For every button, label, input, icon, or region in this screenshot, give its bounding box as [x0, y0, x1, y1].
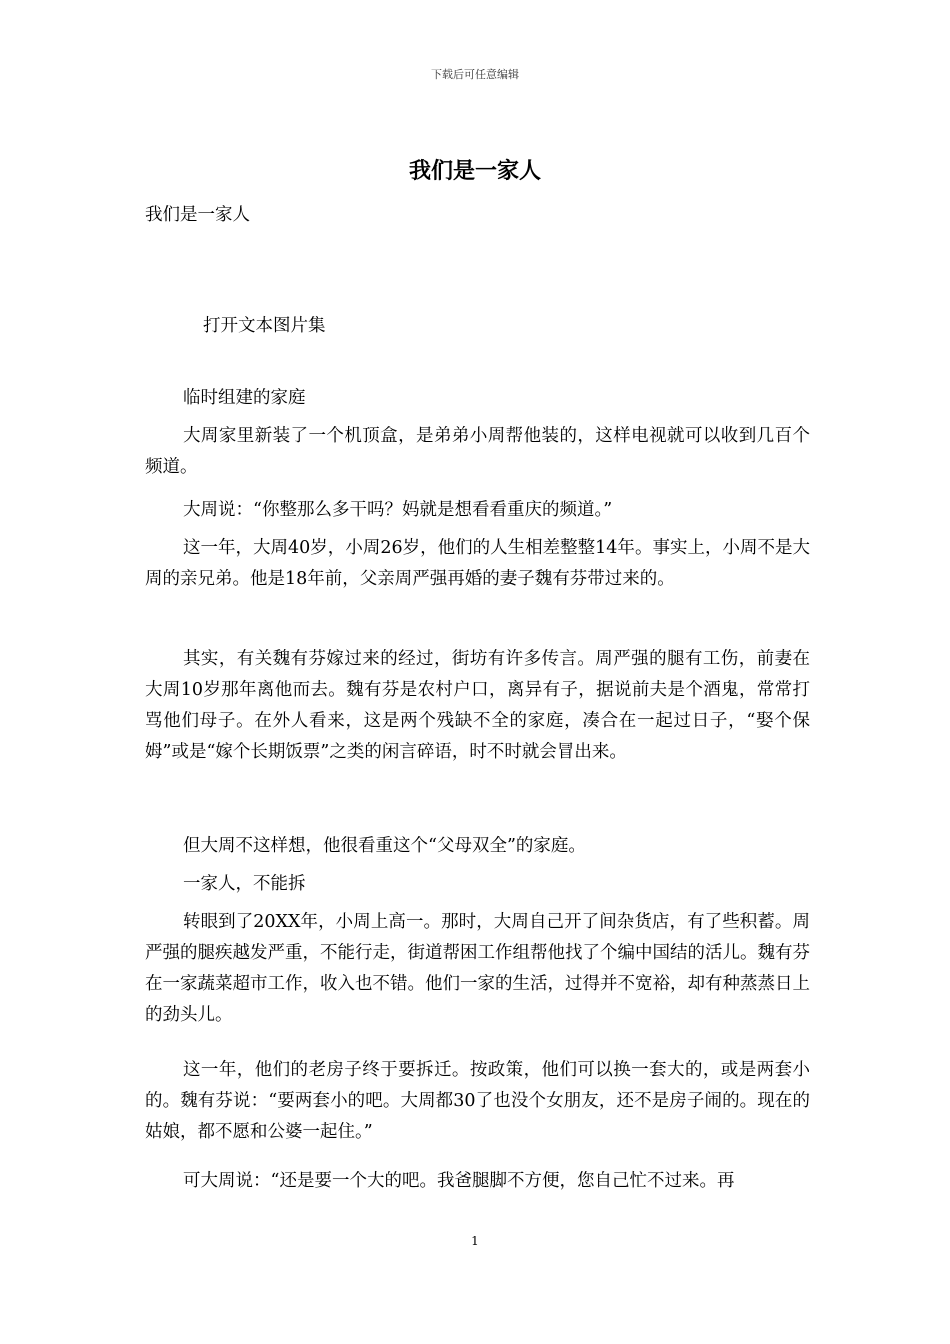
section-heading: 临时组建的家庭 [183, 388, 306, 408]
paragraph: 这一年，大周40岁，小周26岁，他们的人生相差整整14年。事实上，小周不是大周的亲兄弟。他是18年前，父亲周严强再婚的妻子魏有芬带过来的。 [145, 538, 810, 589]
paragraph: 其实，有关魏有芬嫁过来的经过，街坊有许多传言。周严强的腿有工伤，前妻在大周10岁那年离他而去。魏有芬是农村户口，离异有子，据说前夫是个酒鬼，常常打骂他们母子。在外人看来，这是两个残缺不全的家庭，凑合在一起过日子，“娶个保姆”或是“嫁个长期饭票”之类的闲言碎语，时不时就会冒出来。 [145, 649, 810, 762]
paragraph: 可大周说：“还是要一个大的吧。我爸腿脚不方便，您自己忙不过来。再 [183, 1171, 735, 1191]
page-header-note: 下载后可任意编辑 [431, 68, 519, 81]
paragraph: 大周家里新装了一个机顶盒，是弟弟小周帮他装的，这样电视就可以收到几百个频道。 [145, 426, 810, 477]
paragraph: 大周说：“你整那么多干吗？妈就是想看看重庆的频道。” [183, 500, 613, 520]
section-heading: 一家人，不能拆 [183, 874, 306, 894]
paragraph: 转眼到了20XX年，小周上高一。那时，大周自己开了间杂货店，有了些积蓄。周严强的腿疾越发严重，不能行走，街道帮困工作组帮他找了个编中国结的活儿。魏有芬在一家蔬菜超市工作，收入也不错。他们一家的生活，过得并不宽裕，却有种蒸蒸日上的劲头儿。 [145, 912, 810, 1025]
gallery-link[interactable]: 打开文本图片集 [203, 316, 326, 336]
page-number: 1 [471, 1234, 479, 1248]
paragraph: 这一年，他们的老房子终于要拆迁。按政策，他们可以换一套大的，或是两套小的。魏有芬说：“要两套小的吧。大周都30了也没个女朋友，还不是房子闹的。现在的姑娘，都不愿和公婆一起住。” [145, 1060, 810, 1142]
document-title: 我们是一家人 [408, 158, 541, 184]
document-subtitle: 我们是一家人 [145, 205, 250, 225]
paragraph: 但大周不这样想，他很看重这个“父母双全”的家庭。 [183, 836, 586, 856]
